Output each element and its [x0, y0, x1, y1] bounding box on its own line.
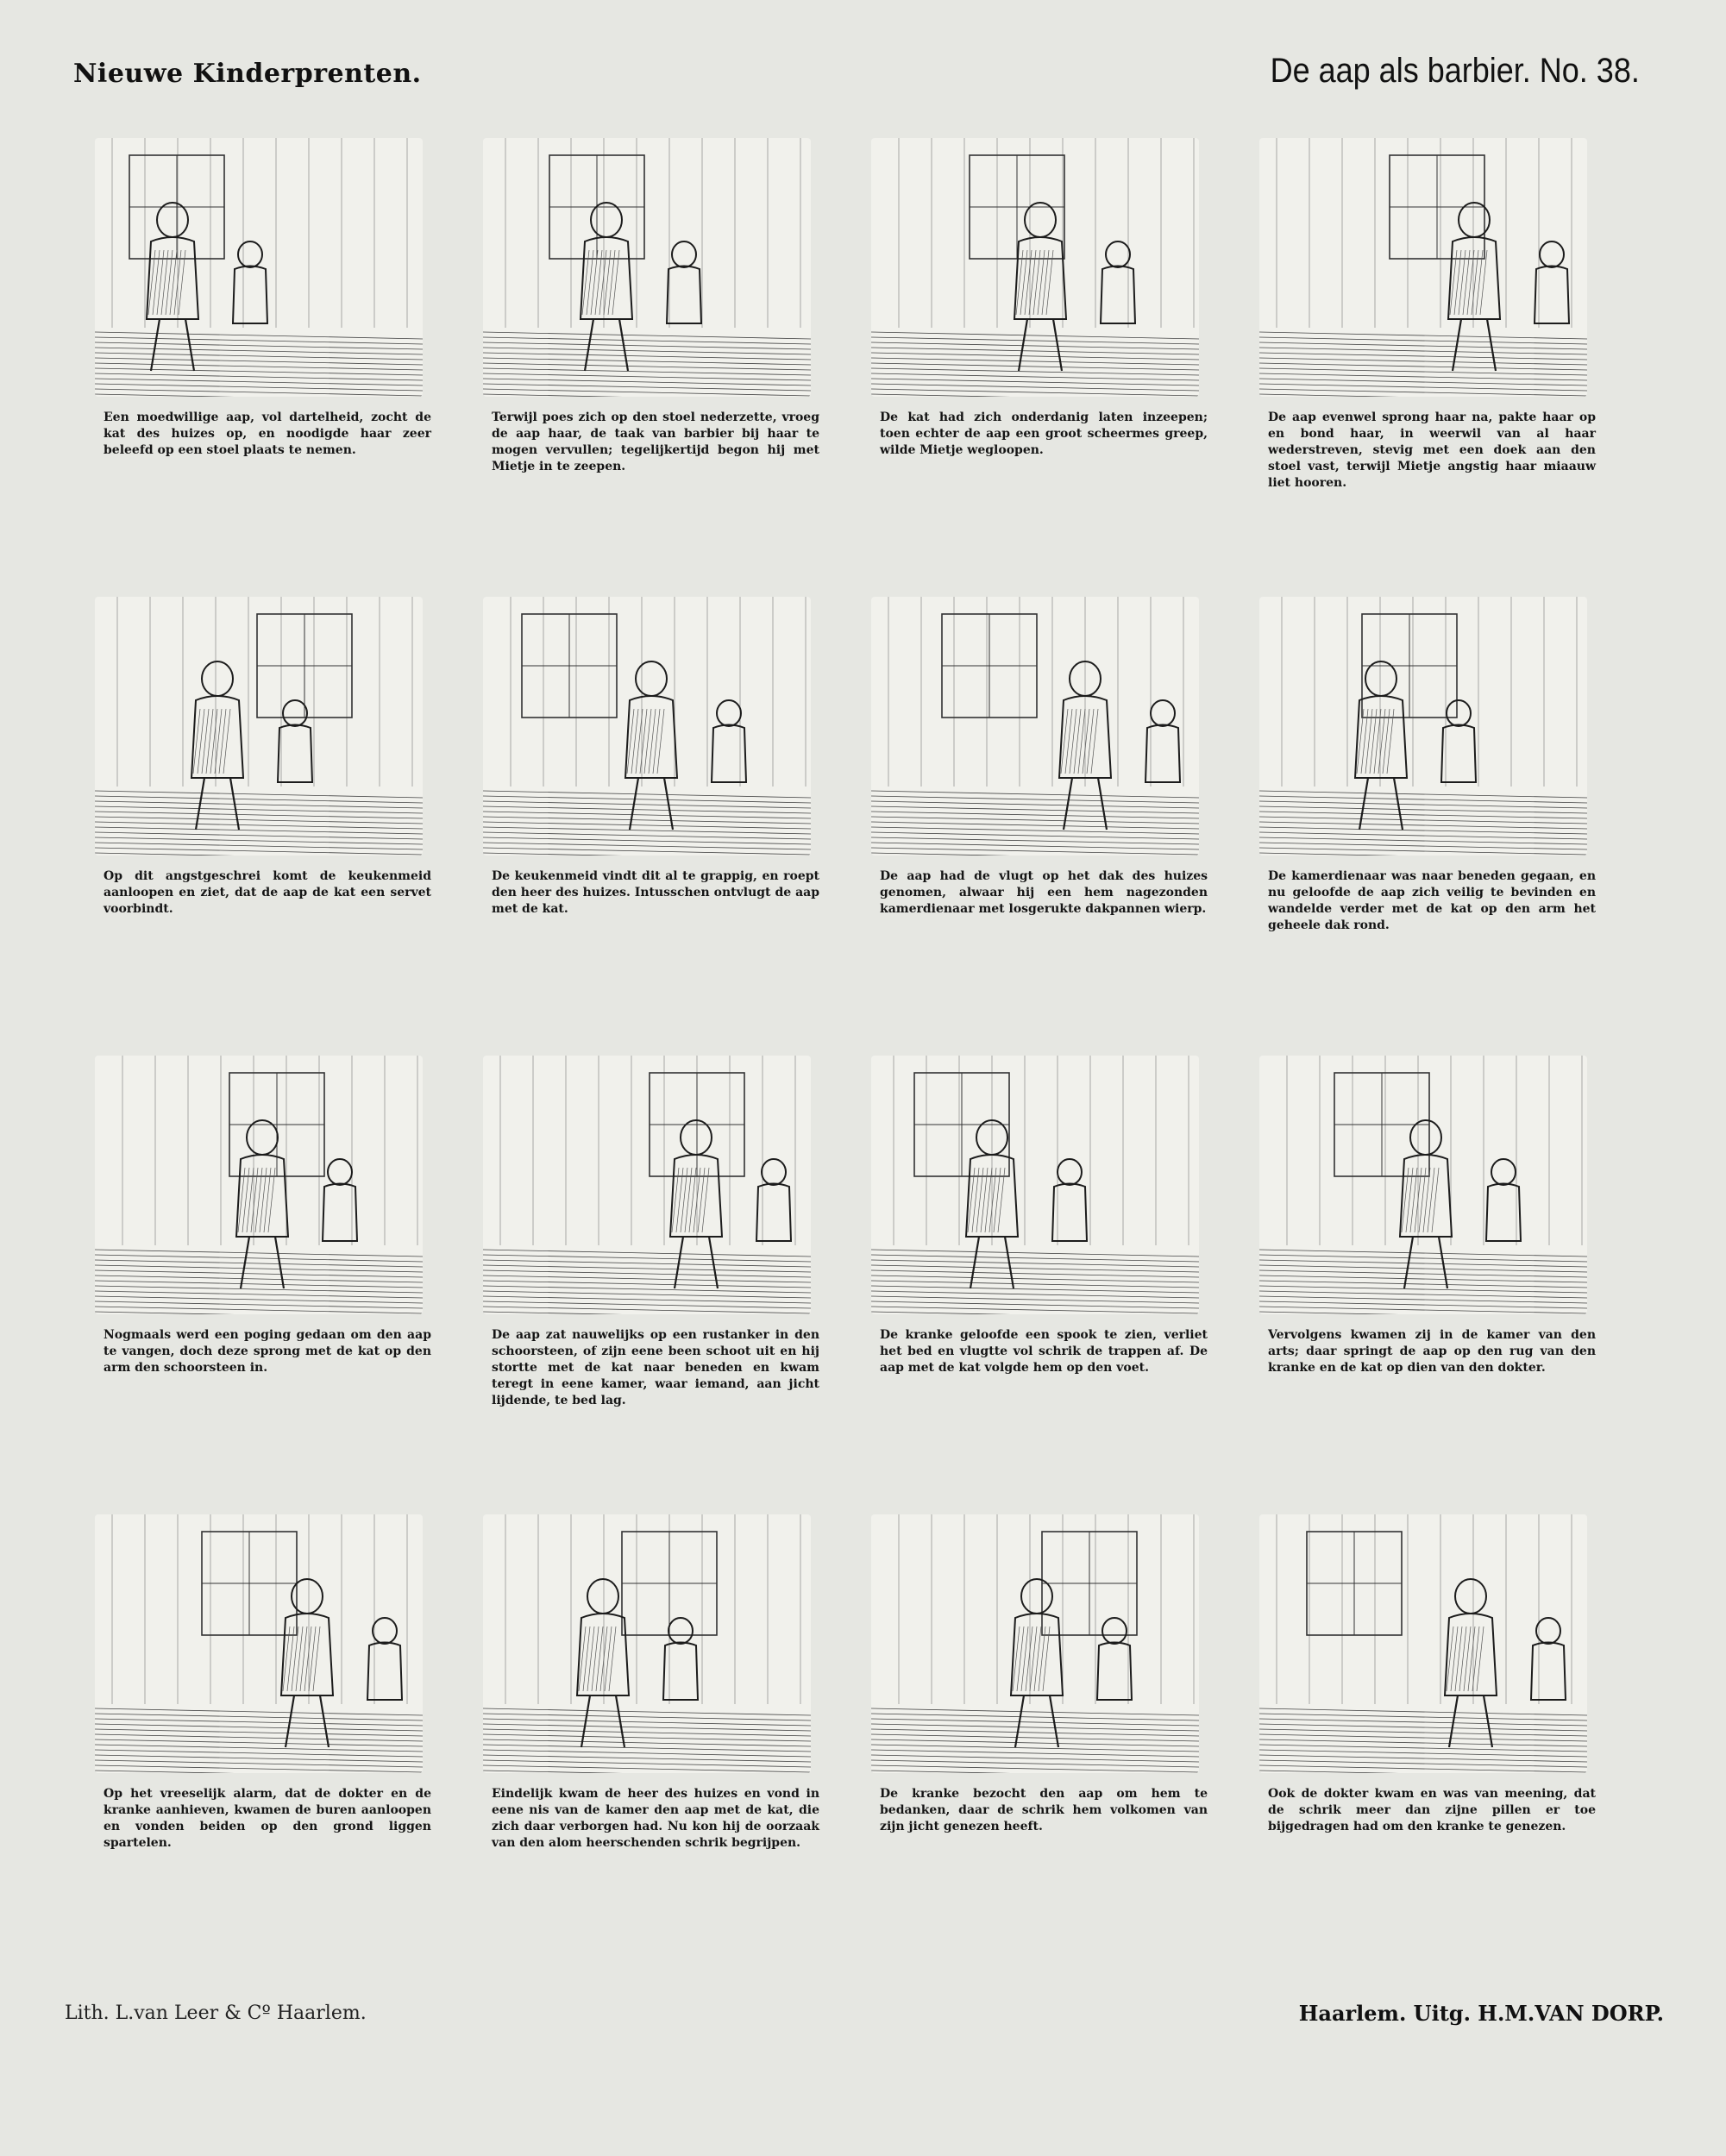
panel-illustration [1259, 138, 1587, 397]
panel-illustration [483, 138, 811, 397]
panel-illustration [95, 597, 423, 856]
panel [863, 588, 1251, 1047]
panel-illustration [1259, 1514, 1587, 1773]
panel-caption: Op het vreeselijk alarm, dat de dokter en de kranke aanhieven, kwamen de buren aanloopen en vonden beiden op den grond liggen spartelen. [104, 1787, 431, 1850]
panel-caption: De keukenmeid vindt dit al te grappig, en roept den heer des huizes. Intusschen ontvlugt de aap met de kat. [492, 869, 819, 916]
panel-grid [86, 129, 1639, 1966]
panel [1251, 1506, 1639, 1965]
panel [1251, 129, 1639, 588]
panel [1251, 1047, 1639, 1506]
panel [474, 588, 863, 1047]
panel [86, 1047, 474, 1506]
publisher-credit: Haarlem. Uitg. H.M.VAN DORP. [1298, 2001, 1664, 2026]
panel-illustration [483, 1056, 811, 1314]
panel-illustration [871, 597, 1199, 856]
panel-illustration [871, 1056, 1199, 1314]
panel [474, 1047, 863, 1506]
panel-illustration [1259, 1056, 1587, 1314]
panel-illustration [95, 138, 423, 397]
panel [863, 129, 1251, 588]
panel-illustration [871, 138, 1199, 397]
panel-caption: De kranke geloofde een spook te zien, verliet het bed en vlugtte vol schrik de trappen af. De aap met de kat volgde hem op den voet. [880, 1328, 1208, 1375]
panel-caption: De aap zat nauwelijks op een rustanker in den schoorsteen, of zijn eene been schoot uit en hij stortte met de kat naar beneden en kwam teregt in eene kamer, waar iemand, aan jicht lijdende, te bed lag. [492, 1328, 819, 1407]
panel [86, 129, 474, 588]
panel [863, 1506, 1251, 1965]
panel-caption: De kat had zich onderdanig laten inzeepen; toen echter de aap een groot scheermes greep, wilde Mietje wegloopen. [880, 411, 1208, 457]
panel-caption: De kranke bezocht den aap om hem te bedanken, daar de schrik hem volkomen van zijn jicht genezen heeft. [880, 1787, 1208, 1833]
panel [1251, 588, 1639, 1047]
panel-caption: Ook de dokter kwam en was van meening, dat de schrik meer dan zijne pillen er toe bijgedragen had om den kranke te genezen. [1268, 1787, 1596, 1833]
print-title: De aap als barbier. No. 38. [1270, 52, 1640, 90]
panel-illustration [483, 597, 811, 856]
panel-illustration [483, 1514, 811, 1773]
panel-caption: De aap had de vlugt op het dak des huizes genomen, alwaar hij een hem nagezonden kamerdienaar met losgerukte dakpannen wierp. [880, 869, 1208, 916]
panel-caption: De aap evenwel sprong haar na, pakte haar op en bond haar, in weerwil van al haar wederstreven, stevig met een doek aan den stoel vast, terwijl Mietje angstig haar miaauw liet hooren. [1268, 411, 1596, 490]
panel-caption: Vervolgens kwamen zij in de kamer van den arts; daar springt de aap op den rug van den kranke en de kat op dien van den dokter. [1268, 1328, 1596, 1375]
panel-illustration [1259, 597, 1587, 856]
panel-illustration [95, 1056, 423, 1314]
panel-caption: De kamerdienaar was naar beneden gegaan, en nu geloofde de aap zich veilig te bevinden en wandelde verder met de kat op den arm het geheele dak rond. [1268, 869, 1596, 932]
panel-illustration [871, 1514, 1199, 1773]
panel [86, 588, 474, 1047]
panel-illustration [95, 1514, 423, 1773]
panel [86, 1506, 474, 1965]
series-title: Nieuwe Kinderprenten. [73, 59, 422, 89]
panel-caption: Terwijl poes zich op den stoel nederzette, vroeg de aap haar, de taak van barbier bij haar te mogen vervullen; tegelijkertijd begon hij met Mietje in te zeepen. [492, 411, 819, 473]
panel [474, 1506, 863, 1965]
panel-caption: Eindelijk kwam de heer des huizes en vond in eene nis van de kamer den aap met de kat, die zich daar verborgen had. Nu kon hij de oorzaak van den alom heerschenden schrik begrijpen. [492, 1787, 819, 1850]
panel-caption: Nogmaals werd een poging gedaan om den aap te vangen, doch deze sprong met de kat op den arm den schoorsteen in. [104, 1328, 431, 1375]
panel-caption: Op dit angstgeschrei komt de keukenmeid aanloopen en ziet, dat de aap de kat een servet voorbindt. [104, 869, 431, 916]
panel [474, 129, 863, 588]
lithographer-credit: Lith. L.van Leer & Cº Haarlem. [65, 2002, 367, 2024]
panel [863, 1047, 1251, 1506]
panel-caption: Een moedwillige aap, vol dartelheid, zocht de kat des huizes op, en noodigde haar zeer beleefd op een stoel plaats te nemen. [104, 411, 431, 457]
